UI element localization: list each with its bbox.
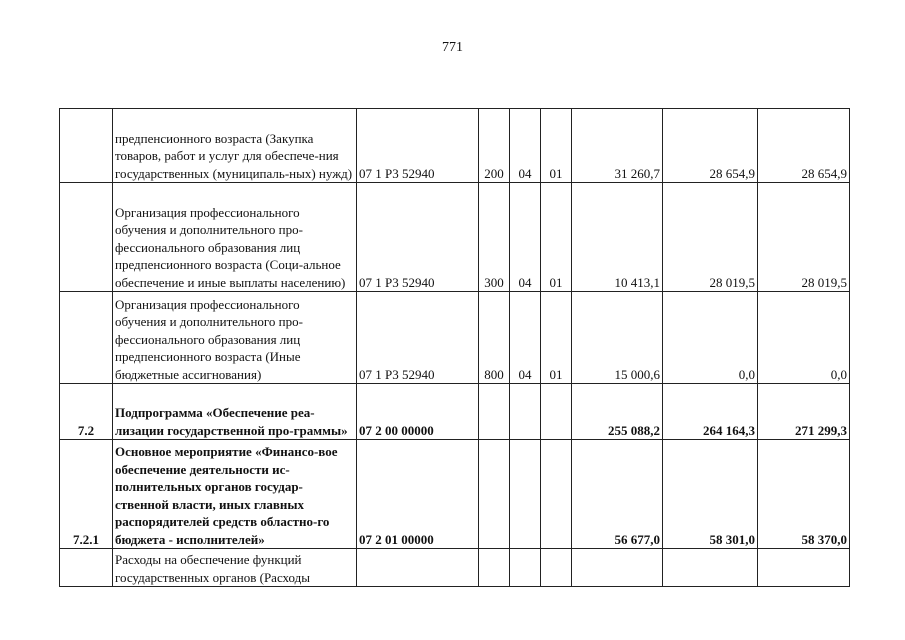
row-section — [510, 549, 541, 587]
row-index — [60, 109, 113, 183]
row-expense-type — [479, 440, 510, 549]
row-subsection — [541, 549, 572, 587]
row-description: предпенсионного возраста (Закупка товаров, работ и услуг для обеспече-ния государственных (муниципаль-ных) нужд) — [113, 109, 357, 183]
row-subsection — [541, 440, 572, 549]
row-expense-type — [479, 384, 510, 440]
row-amount-2: 264 164,3 — [663, 384, 758, 440]
row-code: 07 1 P3 52940 — [357, 109, 479, 183]
row-amount-2: 58 301,0 — [663, 440, 758, 549]
row-index — [60, 183, 113, 292]
row-subsection — [541, 384, 572, 440]
row-code: 07 2 00 00000 — [357, 384, 479, 440]
row-amount-3: 58 370,0 — [758, 440, 850, 549]
row-amount-1 — [572, 549, 663, 587]
table-row — [60, 384, 850, 440]
row-expense-type: 300 — [479, 183, 510, 292]
row-amount-1: 56 677,0 — [572, 440, 663, 549]
row-code — [357, 549, 479, 587]
row-expense-type — [479, 549, 510, 587]
row-amount-1: 31 260,7 — [572, 109, 663, 183]
row-amount-3: 28 019,5 — [758, 183, 850, 292]
row-description: Организация профессионального обучения и дополнительного про-фессионального образования лиц предпенсионного возраста (Соци-альное обеспечение и иные выплаты населению) — [113, 183, 357, 292]
row-description: Подпрограмма «Обеспечение реа-лизации государственной про-граммы» — [113, 384, 357, 440]
row-amount-2 — [663, 549, 758, 587]
row-code: 07 1 P3 52940 — [357, 183, 479, 292]
row-index — [60, 549, 113, 587]
row-section: 04 — [510, 109, 541, 183]
table-row — [60, 292, 850, 384]
row-amount-1: 255 088,2 — [572, 384, 663, 440]
table-row — [60, 549, 850, 587]
row-section — [510, 384, 541, 440]
row-amount-2: 28 654,9 — [663, 109, 758, 183]
row-amount-3: 28 654,9 — [758, 109, 850, 183]
row-expense-type: 800 — [479, 292, 510, 384]
table-row — [60, 183, 850, 292]
row-subsection: 01 — [541, 109, 572, 183]
row-amount-1: 10 413,1 — [572, 183, 663, 292]
row-expense-type: 200 — [479, 109, 510, 183]
row-amount-2: 0,0 — [663, 292, 758, 384]
row-index: 7.2 — [60, 384, 113, 440]
row-code: 07 1 P3 52940 — [357, 292, 479, 384]
page-number: 771 — [442, 40, 463, 55]
row-section — [510, 440, 541, 549]
row-amount-3: 271 299,3 — [758, 384, 850, 440]
row-amount-3: 0,0 — [758, 292, 850, 384]
row-code: 07 2 01 00000 — [357, 440, 479, 549]
row-description: Расходы на обеспечение функций государственных органов (Расходы — [113, 549, 357, 587]
row-section: 04 — [510, 292, 541, 384]
row-section: 04 — [510, 183, 541, 292]
row-amount-3 — [758, 549, 850, 587]
table-row — [60, 109, 850, 183]
row-amount-2: 28 019,5 — [663, 183, 758, 292]
row-amount-1: 15 000,6 — [572, 292, 663, 384]
row-subsection: 01 — [541, 183, 572, 292]
row-description: Основное мероприятие «Финансо-вое обеспечение деятельности ис-полнительных органов государ-ственной власти, иных главных распорядителей средств областно-го бюджета - исполнителей» — [113, 440, 357, 549]
row-index — [60, 292, 113, 384]
row-subsection: 01 — [541, 292, 572, 384]
table-row — [60, 440, 850, 549]
budget-table — [59, 108, 850, 587]
row-index: 7.2.1 — [60, 440, 113, 549]
row-description: Организация профессионального обучения и дополнительного про-фессионального образования лиц предпенсионного возраста (Иные бюджетные ассигнования) — [113, 292, 357, 384]
